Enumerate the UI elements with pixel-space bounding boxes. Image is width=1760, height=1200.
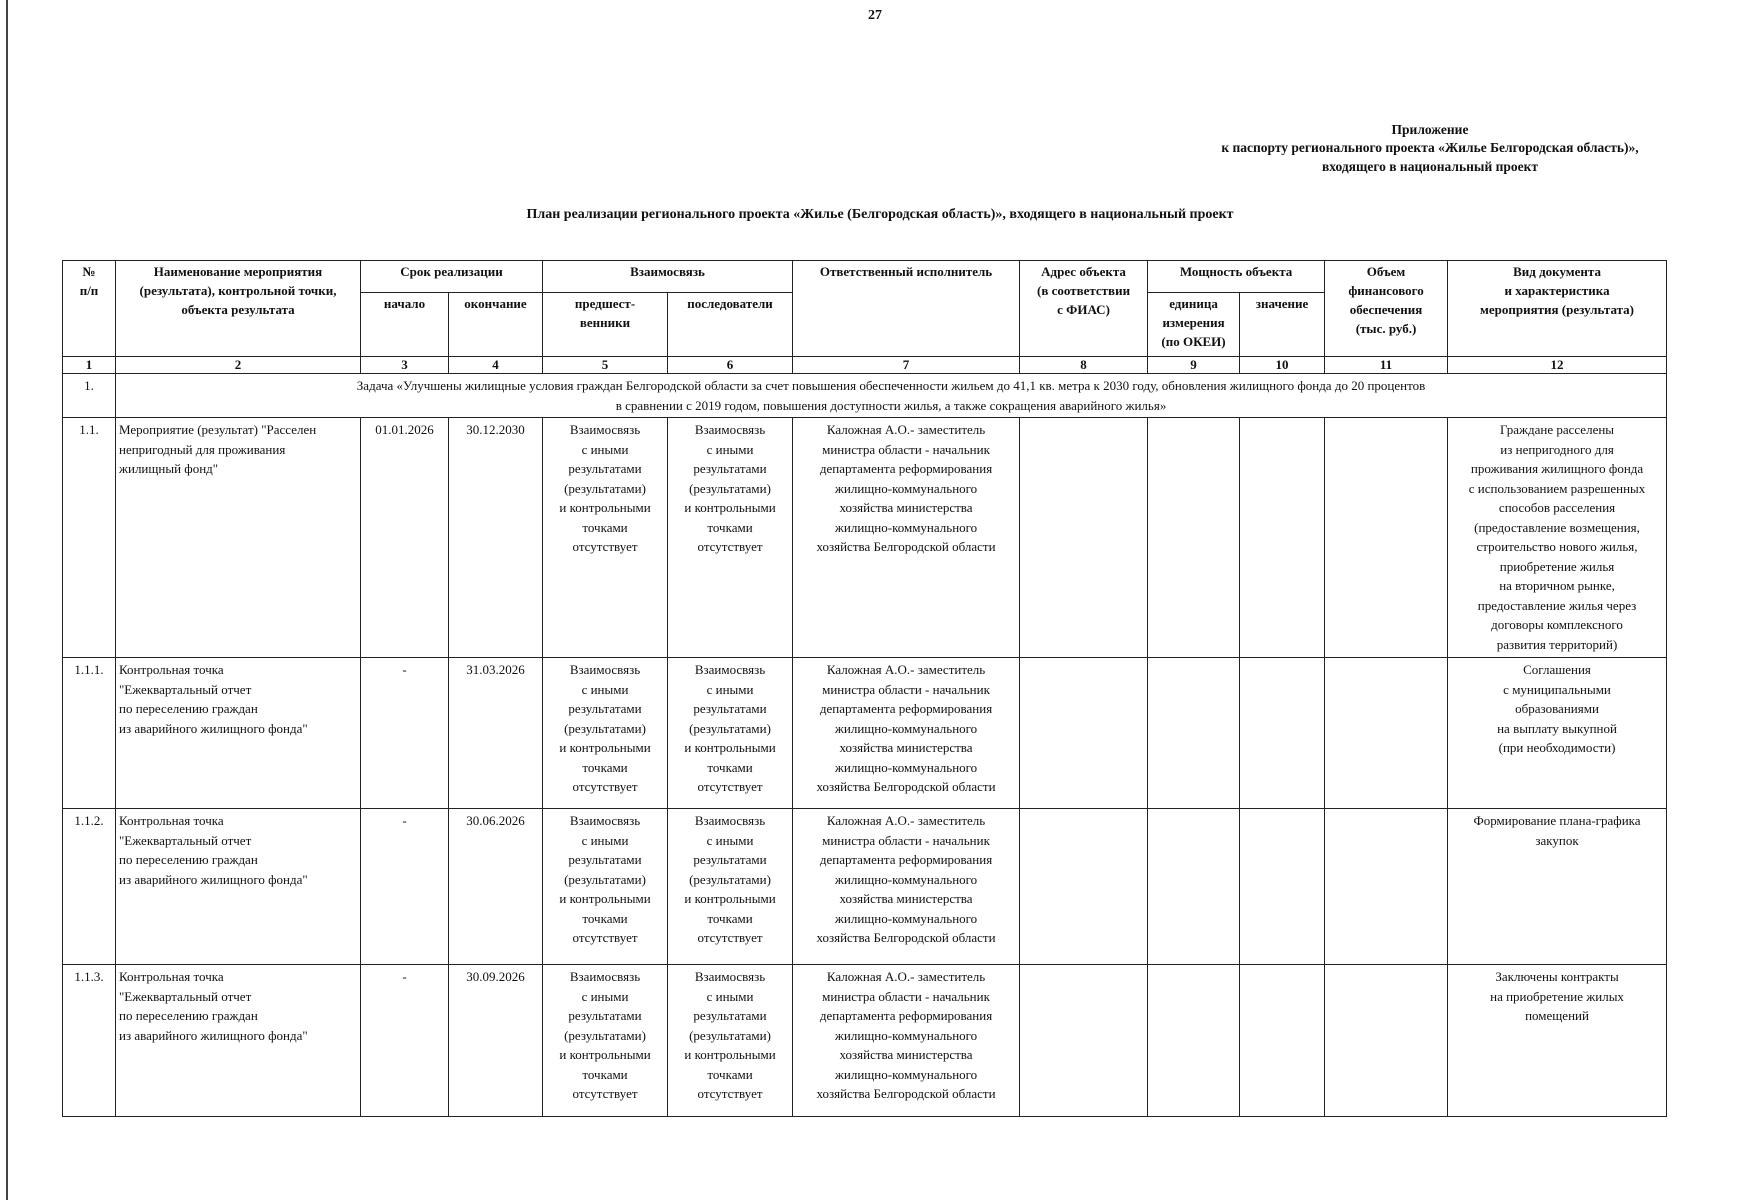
row-successors: Взаимосвязь с иными результатами (результатами) и контрольными точками отсутствует [668,418,793,658]
row-predecessors: Взаимосвязь с иными результатами (результатами) и контрольными точками отсутствует [543,418,668,658]
row-value [1240,418,1325,658]
row-start: - [361,809,449,965]
header-link-pred: предшест- венники [543,293,668,357]
appendix-title: Приложение [1391,122,1469,137]
row-address [1020,809,1148,965]
row-value [1240,809,1325,965]
header-link-succ: последователи [668,293,793,357]
row-predecessors: Взаимосвязь с иными результатами (результатами) и контрольными точками отсутствует [543,658,668,809]
section-number: 1. [63,374,116,418]
row-start: 01.01.2026 [361,418,449,658]
header-address: Адрес объекта (в соответствии с ФИАС) [1020,261,1148,357]
row-responsible: Каложная А.О.- заместитель министра области - начальник департамента реформирования жилищно-коммунального хозяйства министерства жилищно-коммунального хозяйства Белгородской области [793,418,1020,658]
row-finance [1325,658,1448,809]
page-number: 27 [868,8,882,23]
appendix-line-1: к паспорту регионального проекта «Жилье Белгородская область)», [1221,140,1639,156]
table-row [63,658,1667,809]
section-row [63,374,1667,418]
row-address [1020,418,1148,658]
section-task: Задача «Улучшены жилищные условия граждан Белгородской области за счет повышения обеспеченности жильем до 41,1 кв. метра к 2030 году, обновления жилищного фонда до 20 процентов в сравнении с 2019 годом, повышения доступности жилья, а также сокращения аварийного жилья» [116,374,1667,418]
row-name: Контрольная точка "Ежеквартальный отчет по переселению граждан из аварийного жилищного фонда" [116,809,361,965]
row-number: 1.1.1. [63,658,116,809]
column-number: 7 [793,357,1020,374]
row-unit [1148,418,1240,658]
column-number: 9 [1148,357,1240,374]
row-unit [1148,658,1240,809]
row-end: 30.09.2026 [449,965,543,1117]
header-row-1 [63,261,1667,293]
row-name: Контрольная точка "Ежеквартальный отчет по переселению граждан из аварийного жилищного фонда" [116,658,361,809]
row-address [1020,658,1148,809]
row-name: Мероприятие (результат) "Расселен непригодный для проживания жилищный фонд" [116,418,361,658]
column-number-row [63,357,1667,374]
header-term-end: окончание [449,293,543,357]
header-doc: Вид документа и характеристика мероприятия (результата) [1448,261,1667,357]
row-predecessors: Взаимосвязь с иными результатами (результатами) и контрольными точками отсутствует [543,809,668,965]
column-number: 8 [1020,357,1148,374]
row-unit [1148,965,1240,1117]
header-finance: Объем финансового обеспечения (тыс. руб.) [1325,261,1448,357]
header-link: Взаимосвязь [543,261,793,293]
row-successors: Взаимосвязь с иными результатами (результатами) и контрольными точками отсутствует [668,658,793,809]
plan-table [62,260,1667,1117]
row-responsible: Каложная А.О.- заместитель министра области - начальник департамента реформирования жилищно-коммунального хозяйства министерства жилищно-коммунального хозяйства Белгородской области [793,809,1020,965]
header-term-start: начало [361,293,449,357]
row-address [1020,965,1148,1117]
plan-title: План реализации регионального проекта «Жилье (Белгородская область)», входящего в национальный проект [526,207,1234,222]
column-number: 5 [543,357,668,374]
row-end: 31.03.2026 [449,658,543,809]
column-number: 6 [668,357,793,374]
appendix-note [1150,121,1710,176]
row-successors: Взаимосвязь с иными результатами (результатами) и контрольными точками отсутствует [668,965,793,1117]
header-term: Срок реализации [361,261,543,293]
column-number: 1 [63,357,116,374]
row-start: - [361,658,449,809]
scan-left-edge [6,0,8,1200]
header-responsible: Ответственный исполнитель [793,261,1020,357]
column-number: 10 [1240,357,1325,374]
row-finance [1325,809,1448,965]
appendix-line-2: входящего в национальный проект [1321,158,1539,174]
row-number: 1.1. [63,418,116,658]
header-num: № п/п [63,261,116,357]
column-number: 3 [361,357,449,374]
header-unit: единица измерения (по ОКЕИ) [1148,293,1240,357]
column-number: 12 [1448,357,1667,374]
row-end: 30.12.2030 [449,418,543,658]
row-name: Контрольная точка "Ежеквартальный отчет по переселению граждан из аварийного жилищного фонда" [116,965,361,1117]
row-finance [1325,965,1448,1117]
column-number: 11 [1325,357,1448,374]
row-doc: Формирование плана-графика закупок [1448,809,1667,965]
table-row [63,965,1667,1117]
row-finance [1325,418,1448,658]
table-row [63,809,1667,965]
row-responsible: Каложная А.О.- заместитель министра области - начальник департамента реформирования жилищно-коммунального хозяйства министерства жилищно-коммунального хозяйства Белгородской области [793,965,1020,1117]
row-doc: Заключены контракты на приобретение жилых помещений [1448,965,1667,1117]
header-capacity: Мощность объекта [1148,261,1325,293]
column-number: 4 [449,357,543,374]
row-responsible: Каложная А.О.- заместитель министра области - начальник департамента реформирования жилищно-коммунального хозяйства министерства жилищно-коммунального хозяйства Белгородской области [793,658,1020,809]
table-row [63,418,1667,658]
row-predecessors: Взаимосвязь с иными результатами (результатами) и контрольными точками отсутствует [543,965,668,1117]
header-value: значение [1240,293,1325,357]
row-unit [1148,809,1240,965]
column-number: 2 [116,357,361,374]
row-end: 30.06.2026 [449,809,543,965]
row-number: 1.1.3. [63,965,116,1117]
row-successors: Взаимосвязь с иными результатами (результатами) и контрольными точками отсутствует [668,809,793,965]
row-start: - [361,965,449,1117]
header-name: Наименование мероприятия (результата), контрольной точки, объекта результата [116,261,361,357]
row-doc: Граждане расселены из непригодного для проживания жилищного фонда с использованием разрешенных способов расселения (предоставление возмещения, строительство нового жилья, приобретение жилья на вторичном рынке, предоставление жилья через договоры комплексного развития территорий) [1448,418,1667,658]
row-number: 1.1.2. [63,809,116,965]
row-doc: Соглашения с муниципальными образованиями на выплату выкупной (при необходимости) [1448,658,1667,809]
row-value [1240,658,1325,809]
row-value [1240,965,1325,1117]
